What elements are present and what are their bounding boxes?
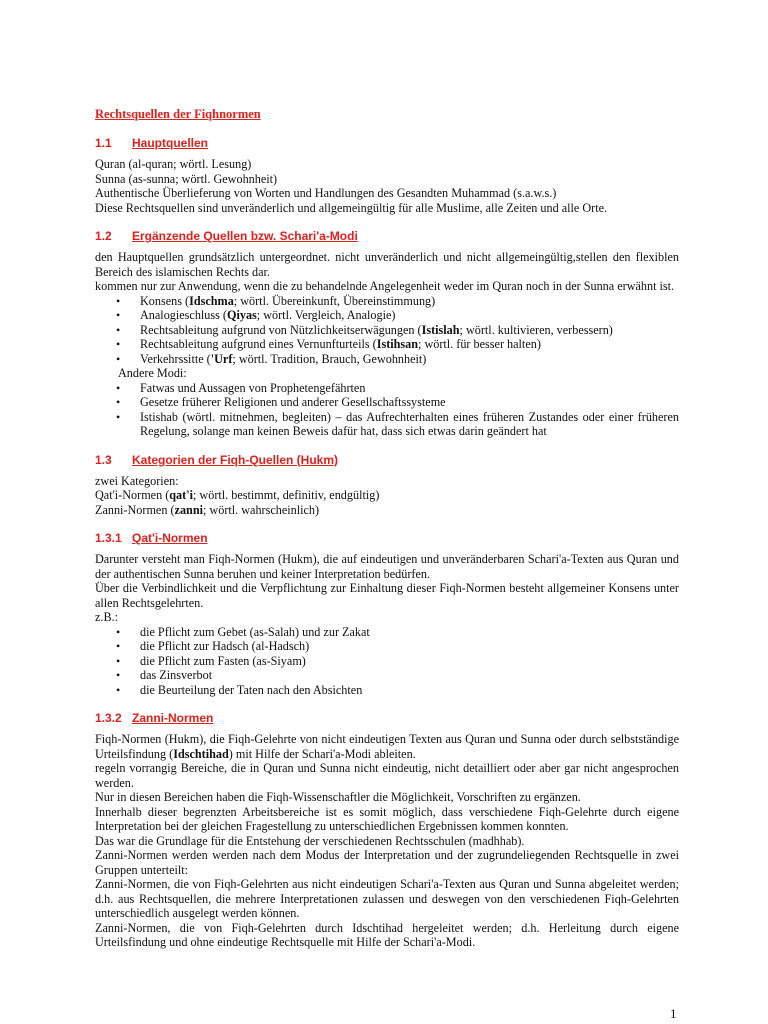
list-item: • die Beurteilung der Taten nach den Absichten [95,683,679,698]
paragraph: Sunna (as-sunna; wörtl. Gewohnheit) [95,171,278,186]
heading-number: 1.2 [95,229,112,243]
paragraph: Zanni-Normen werden werden nach dem Modus der Interpretation und der zugrundeliegenden Rechtsquelle in zwei Gruppen unterteilt: [95,848,679,877]
heading-text: Hauptquellen [132,136,209,150]
heading-1-1 [95,136,679,151]
paragraph: Quran (al-quran; wörtl. Lesung) [95,157,252,171]
heading-number: 1.3.1 [95,531,122,545]
paragraph: Fiqh-Normen (Hukm), die Fiqh-Gelehrte von nicht eindeutigen Texten aus Quran und Sunna oder durch selbstständige Urteilsfindung (Idschtihad) mit Hilfe der Schari'a-Modi ableiten. [95,732,679,761]
list-item: • Analogieschluss (Qiyas; wörtl. Vergleich, Analogie) [95,308,679,323]
paragraph: Diese Rechtsquellen sind unveränderlich und allgemeingültig für alle Muslime, alle Zeiten und alle Orte. [95,200,608,215]
paragraph: Innerhalb dieser begrenzten Arbeitsbereiche ist es somit möglich, dass verschiedene Fiqh-Gelehrte durch eigene Interpretation bei der gleichen Fragestellung zu unterschiedlichen Ergebnissen kommen konnten. [95,804,679,833]
heading-number: 1.3 [95,452,112,467]
list-item: • die Pflicht zum Fasten (as-Siyam) [95,654,679,669]
paragraph: Das war die Grundlage für die Entstehung der verschiedenen Rechtsschulen (madhhab). [95,833,525,848]
paragraph: Darunter versteht man Fiqh-Normen (Hukm), die auf eindeutigen und unveränderbaren Schari'a-Texten aus Quran und der authentischen Sunna beruhen und keiner Interpretation bedürfen. [95,552,679,581]
paragraph: Qat'i-Normen (qat'i; wörtl. bestimmt, definitiv, endgültig) [95,488,380,502]
section-1-3-2-body [95,732,679,950]
list-item: • Konsens (Idschma; wörtl. Übereinkunft, Übereinstimmung) [95,294,679,309]
paragraph: Authentische Überlieferung von Worten und Handlungen des Gesandten Muhammad (s.a.w.s.) [95,186,557,200]
list-item: • Gesetze früherer Religionen und anderer Gesellschaftssysteme [95,395,679,410]
page-number: 1 [670,1006,677,1021]
paragraph: zwei Kategorien: [95,473,179,488]
heading-text: Kategorien der Fiqh-Quellen (Hukm) [132,452,339,467]
list-item: • Istishab (wörtl. mitnehmen, begleiten) – das Aufrechterhalten eines früheren Zustandes oder einer früheren Regelung, solange man keinen Beweis dafür hat, dass sich etwas darin geändert hat [95,410,679,439]
section-1-3-body [95,474,679,518]
bullet-list [95,381,679,439]
list-item: • das Zinsverbot [95,668,679,683]
list-item: • die Pflicht zum Gebet (as-Salah) und zur Zakat [95,625,679,640]
bullet-list [95,294,679,367]
heading-text: Ergänzende Quellen bzw. Schari'a-Modi [132,229,358,243]
paragraph: regeln vorrangig Bereiche, die in Quran und Sunna nicht eindeutig, nicht detailliert oder aber gar nicht angesprochen werden. [95,761,679,790]
list-item: • Rechtsableitung aufgrund von Nützlichkeitserwägungen (Istislah; wörtl. kultivieren, verbessern) [95,323,679,338]
document-title: Rechtsquellen der Fiqhnormen [95,107,261,121]
heading-number: 1.1 [95,136,112,150]
other-modes-label: Andere Modi: [118,366,187,380]
paragraph: Zanni-Normen, die von Fiqh-Gelehrten durch Idschtihad hergeleitet werden; d.h. Herleitung durch eigene Urteilsfindung und ohne eindeutige Rechtsquelle mit Hilfe der Schari'a-Modi. [95,920,679,949]
heading-1-3 [95,453,679,468]
section-1-2-body [95,250,679,439]
paragraph: den Hauptquellen grundsätzlich untergeordnet. nicht unveränderlich und nicht allgemeingültig,stellen den flexiblen Bereich des islamischen Rechts dar. [95,250,679,279]
heading-1-3-2 [95,711,679,726]
heading-1-2 [95,229,679,244]
section-1-1-body [95,157,679,215]
list-item: • Rechtsableitung aufgrund eines Vernunfturteils (Istihsan; wörtl. für besser halten) [95,337,679,352]
heading-1-3-1 [95,531,679,546]
list-item: • Fatwas und Aussagen von Prophetengefährten [95,381,679,396]
paragraph: kommen nur zur Anwendung, wenn die zu behandelnde Angelegenheit weder im Quran noch in der Sunna erwähnt ist. [95,279,675,293]
list-item: • Verkehrssitte ('Urf; wörtl. Tradition, Brauch, Gewohnheit) [95,352,679,367]
list-item: • die Pflicht zur Hadsch (al-Hadsch) [95,639,679,654]
section-1-3-1-body [95,552,679,697]
paragraph: Zanni-Normen, die von Fiqh-Gelehrten aus nicht eindeutigen Schari'a-Texten aus Quran und Sunna abgeleitet werden; d.h. aus Rechtsquellen, die mehrere Interpretationen zulassen und deswegen von den verschiedenen Fiqh-Gelehrten unterschiedlich ausgelegt werden können. [95,877,679,920]
heading-text: Qat'i-Normen [132,531,208,545]
paragraph: Zanni-Normen (zanni; wörtl. wahrscheinlich) [95,502,320,517]
heading-number: 1.3.2 [95,711,122,725]
paragraph: z.B.: [95,610,119,624]
paragraph: Nur in diesen Bereichen haben die Fiqh-Wissenschaftler die Möglichkeit, Vorschriften zu ergänzen. [95,790,581,804]
document-page [95,106,679,950]
bullet-list [95,625,679,698]
paragraph: Über die Verbindlichkeit und die Verpflichtung zur Einhaltung dieser Fiqh-Normen besteht allgemeiner Konsens unter allen Rechtsgelehrten. [95,581,679,610]
heading-text: Zanni-Normen [132,711,214,725]
